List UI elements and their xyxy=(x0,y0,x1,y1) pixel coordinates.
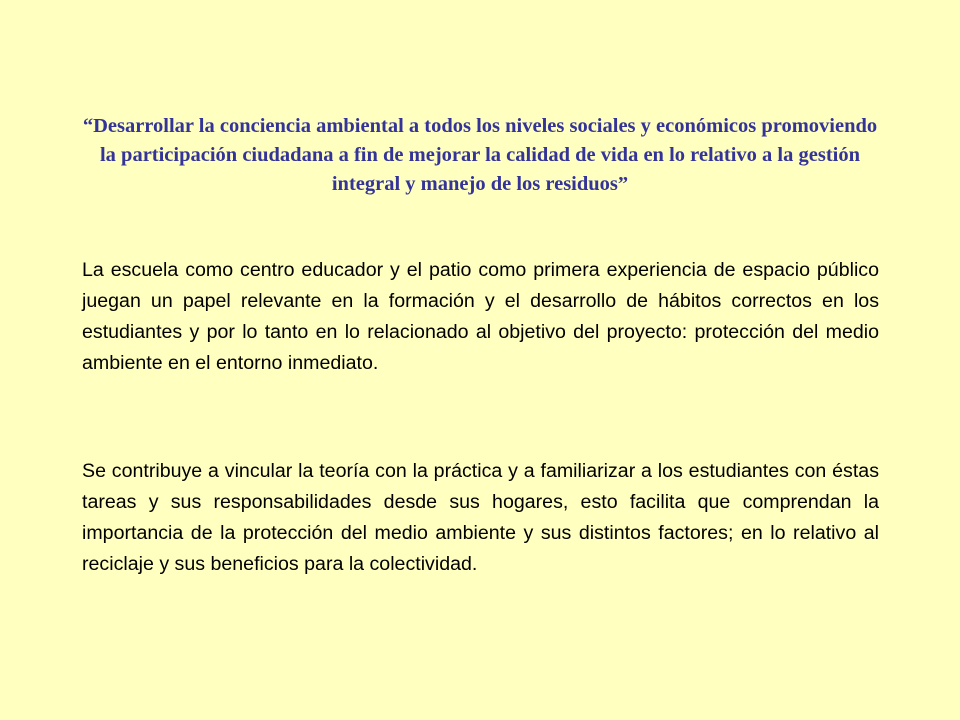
paragraph-school-role: La escuela como centro educador y el patio como primera experiencia de espacio público juegan un papel relevante en la formación y el desarrollo de hábitos correctos en los estudiantes y por lo tanto en lo relacionado al objetivo del proyecto: protección del medio ambiente en el entorno inmediato. xyxy=(82,259,879,374)
paragraph-theory-practice: Se contribuye a vincular la teoría con la práctica y a familiarizar a los estudiantes con éstas tareas y sus responsabilidades desde sus hogares, esto facilita que comprendan la importancia de la protección del medio ambiente y sus distintos factores; en lo relativo al reciclaje y sus beneficios para la colectividad. xyxy=(82,460,879,575)
slide-quote: “Desarrollar la conciencia ambiental a todos los niveles sociales y económicos promoviendo la participación ciudadana a fin de mejorar la calidad de vida en lo relativo a la gestión integral y manejo de los residuos” xyxy=(82,115,878,195)
